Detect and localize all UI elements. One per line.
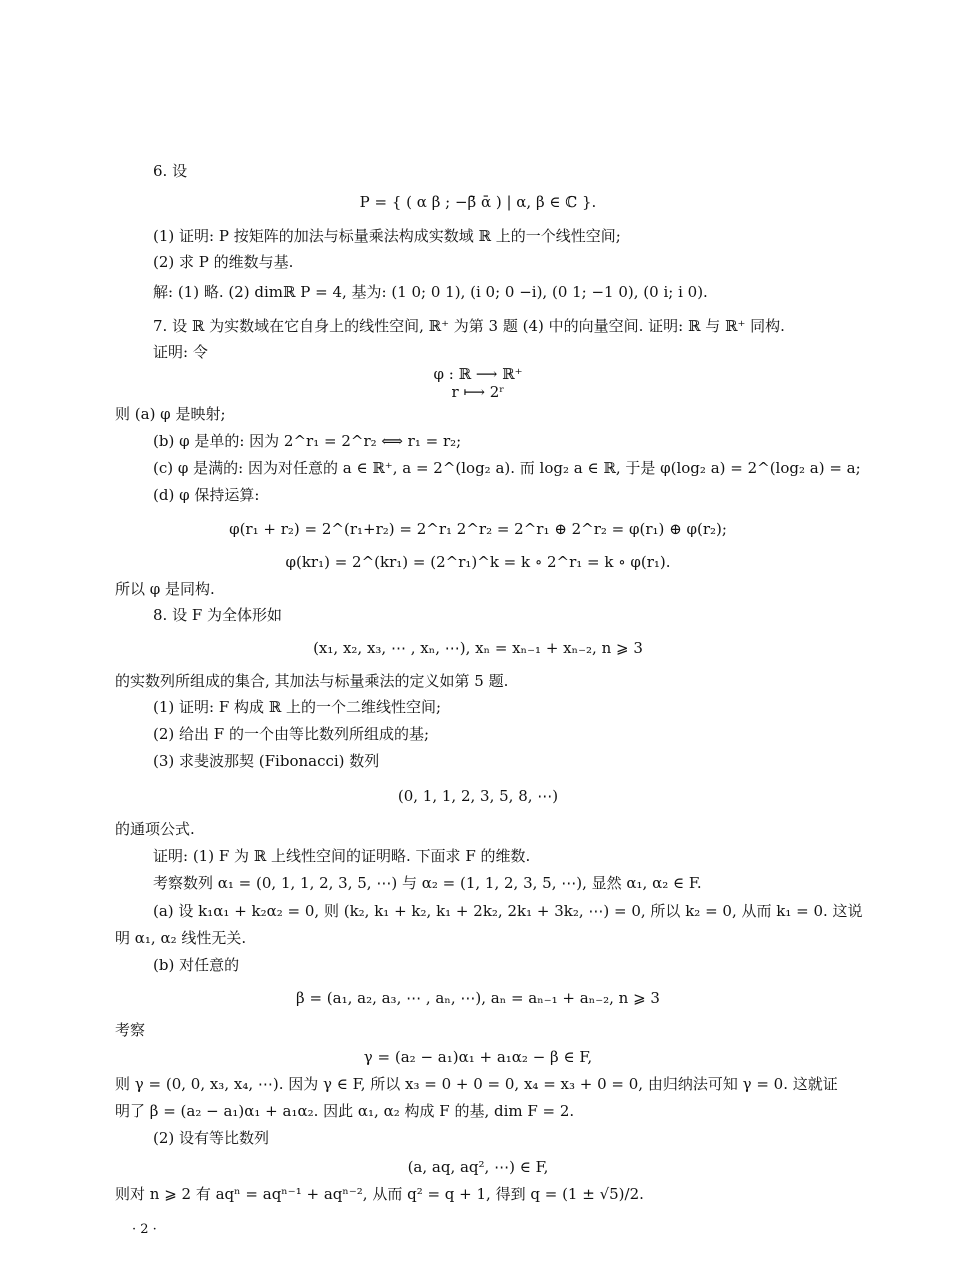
beta-definition: β = (a₁, a₂, a₃, ⋯ , aₙ, ⋯), aₙ = aₙ₋₁ + aₙ₋₂, n ⩾ 3 bbox=[296, 989, 660, 1007]
fibonacci-sequence: (0, 1, 1, 2, 3, 5, 8, ⋯) bbox=[397, 787, 559, 805]
gamma-argument-1: 则 γ = (0, 0, x₃, x₄, ⋯). 因为 γ ∈ F, 所以 x₃ = 0 + 0 = 0, x₄ = x₃ + 0 = 0, 由归纳法可知 γ = 0. 这就证 bbox=[115, 1075, 838, 1093]
set-P-definition: P = { ( α β ; −β̄ ᾱ ) | α, β ∈ ℂ }. bbox=[359, 193, 597, 211]
gamma-definition: γ = (a₂ − a₁)α₁ + a₁α₂ − β ∈ F, bbox=[363, 1048, 593, 1066]
proof-conclusion: 所以 φ 是同构. bbox=[115, 580, 215, 598]
problem-7-statement: 7. 设 ℝ 为实数域在它自身上的线性空间, ℝ⁺ 为第 3 题 (4) 中的向量空间. 证明: ℝ 与 ℝ⁺ 同构. bbox=[153, 317, 785, 335]
ratio-solution: 则对 n ⩾ 2 有 aqⁿ = aqⁿ⁻¹ + aqⁿ⁻², 从而 q² = q + 1, 得到 q = (1 ± √5)/2. bbox=[115, 1185, 644, 1203]
problem-8-statement: 的实数列所组成的集合, 其加法与标量乘法的定义如第 5 题. bbox=[115, 672, 509, 690]
proof-a: 则 (a) φ 是映射; bbox=[115, 405, 226, 423]
consider-text: 考察 bbox=[115, 1021, 146, 1039]
problem-6-solution: 解: (1) 略. (2) dimℝ P = 4, 基为: (1 0; 0 1), (i 0; 0 −i), (0 1; −1 0), (0 i; i 0). bbox=[153, 283, 708, 301]
geometric-sequence: (a, aq, aq², ⋯) ∈ F, bbox=[407, 1158, 549, 1176]
page-number: · 2 · bbox=[132, 1222, 157, 1237]
problem-8-proof-start: 证明: (1) F 为 ℝ 上线性空间的证明略. 下面求 F 的维数. bbox=[153, 847, 531, 865]
linear-independence-1: (a) 设 k₁α₁ + k₂α₂ = 0, 则 (k₂, k₁ + k₂, k₁ + 2k₂, 2k₁ + 3k₂, ⋯) = 0, 所以 k₂ = 0, 从而 k₁ = 0. 这说 bbox=[153, 902, 863, 920]
problem-8-heading: 8. 设 F 为全体形如 bbox=[153, 606, 283, 624]
proof-part-2: (2) 设有等比数列 bbox=[153, 1129, 270, 1147]
proof-b: (b) φ 是单的: 因为 2^r₁ = 2^r₂ ⟺ r₁ = r₂; bbox=[153, 432, 462, 450]
problem-8-part-2: (2) 给出 F 的一个由等比数列所组成的基; bbox=[153, 725, 430, 743]
gamma-argument-2: 明了 β = (a₂ − a₁)α₁ + a₁α₂. 因此 α₁, α₂ 构成 F 的基, dim F = 2. bbox=[115, 1102, 575, 1120]
problem-6-part-2: (2) 求 P 的维数与基. bbox=[153, 253, 294, 271]
problem-7-proof-start: 证明: 令 bbox=[153, 343, 208, 361]
proof-part-b: (b) 对任意的 bbox=[153, 956, 240, 974]
proof-d: (d) φ 保持运算: bbox=[153, 486, 260, 504]
operation-equation-2: φ(kr₁) = 2^(kr₁) = (2^r₁)^k = k ∘ 2^r₁ = k ∘ φ(r₁). bbox=[285, 553, 671, 571]
operation-equation-1: φ(r₁ + r₂) = 2^(r₁+r₂) = 2^r₁ 2^r₂ = 2^r₁ ⊕ 2^r₂ = φ(r₁) ⊕ φ(r₂); bbox=[229, 520, 727, 538]
linear-independence-2: 明 α₁, α₂ 线性无关. bbox=[115, 929, 247, 947]
problem-6-heading: 6. 设 bbox=[153, 162, 188, 180]
map-definition-line-1: φ : ℝ ⟶ ℝ⁺ bbox=[433, 365, 523, 383]
problem-8-part-1: (1) 证明: F 构成 ℝ 上的一个二维线性空间; bbox=[153, 698, 442, 716]
general-term-text: 的通项公式. bbox=[115, 820, 195, 838]
map-definition-line-2: r ⟼ 2ʳ bbox=[451, 383, 505, 401]
problem-6-part-1: (1) 证明: P 按矩阵的加法与标量乘法构成实数域 ℝ 上的一个线性空间; bbox=[153, 227, 621, 245]
consider-sequences: 考察数列 α₁ = (0, 1, 1, 2, 3, 5, ⋯) 与 α₂ = (1, 1, 2, 3, 5, ⋯), 显然 α₁, α₂ ∈ F. bbox=[153, 874, 702, 892]
proof-c: (c) φ 是满的: 因为对任意的 a ∈ ℝ⁺, a = 2^(log₂ a). 而 log₂ a ∈ ℝ, 于是 φ(log₂ a) = 2^(log₂ a) = a; bbox=[153, 459, 861, 477]
sequence-form: (x₁, x₂, x₃, ⋯ , xₙ, ⋯), xₙ = xₙ₋₁ + xₙ₋₂, n ⩾ 3 bbox=[313, 639, 643, 657]
problem-8-part-3: (3) 求斐波那契 (Fibonacci) 数列 bbox=[153, 752, 380, 770]
